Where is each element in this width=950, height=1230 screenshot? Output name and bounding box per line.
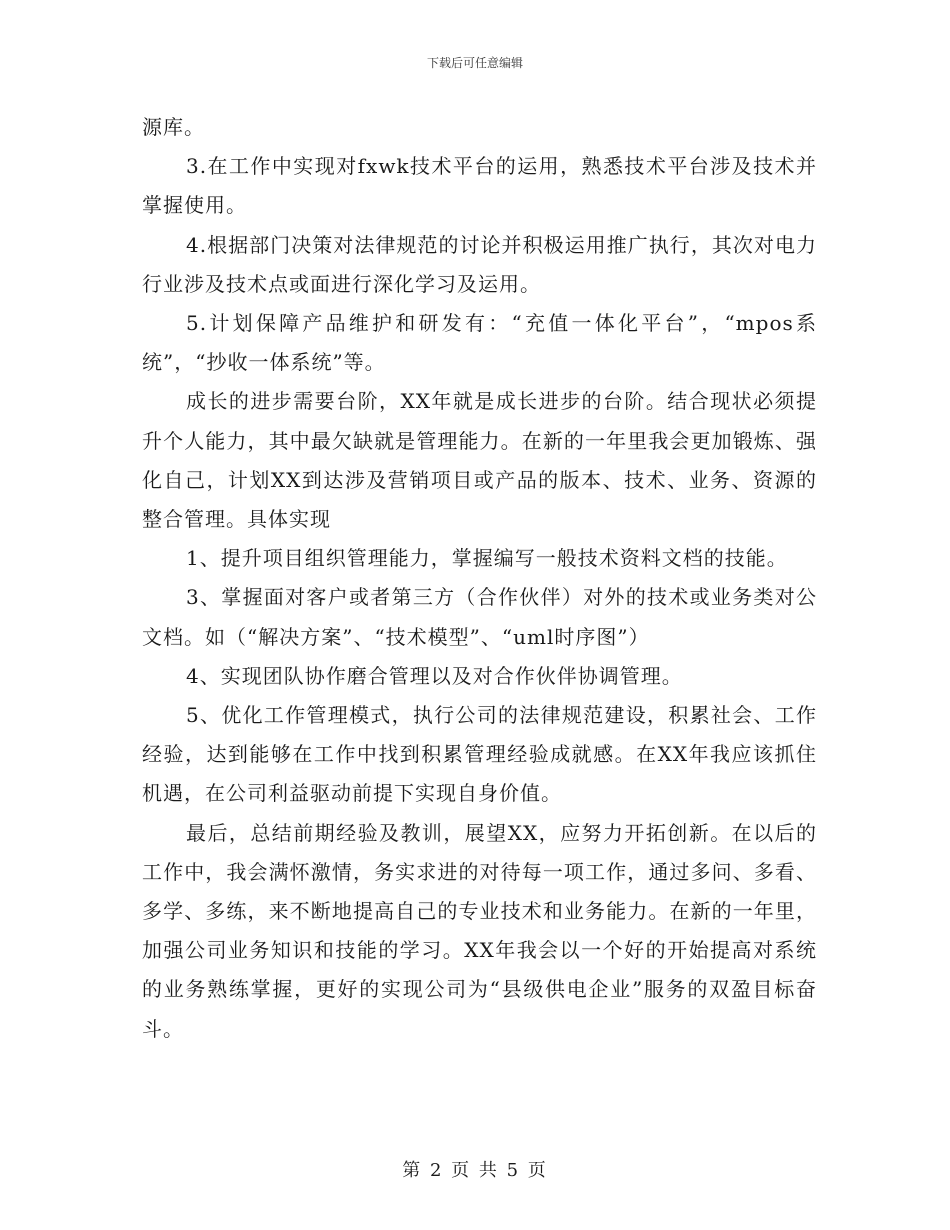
paragraph-item-4: 4.根据部门决策对法律规范的讨论并积极运用推广执行，其次对电力行业涉及技术点或面进行深化学习及运用。 [142, 232, 817, 296]
paragraph-continuation: 源库。 [142, 115, 205, 139]
paragraph-goal-1: 1、提升项目组织管理能力，掌握编写一般技术资料文档的技能。 [186, 546, 788, 571]
paragraph-conclusion: 最后，总结前期经验及教训，展望XX，应努力开拓创新。在以后的工作中，我会满怀激情，务实求进的对待每一项工作，通过多问、多看、多学、多练，来不断地提高自己的专业技术和业务能力。在新的一年里，加强公司业务知识和技能的学习。XX年我会以一个好的开始提高对系统的业务熟练掌握，更好的实现公司为“县级供电企业”服务的双盈目标奋斗。 [142, 820, 817, 1041]
paragraph-goal-4: 4、实现团队协作磨合管理以及对合作伙伴协调管理。 [186, 663, 683, 688]
paragraph-goal-5: 5、优化工作管理模式，执行公司的法律规范建设，积累社会、工作经验，达到能够在工作中找到积累管理经验成就感。在XX年我应该抓住机遇，在公司利益驱动前提下实现自身价值。 [142, 703, 817, 806]
page-footer: 第 2 页 共 5 页 [402, 1160, 548, 1181]
paragraph-goal-3: 3、掌握面对客户或者第三方（合作伙伴）对外的技术或业务类对公文档。如（“解决方案”、“技术模型”、“uml时序图”） [142, 585, 817, 649]
paragraph-item-5: 5.计划保障产品维护和研发有：“充值一体化平台”，“mpos系统”，“抄收一体系统”等。 [142, 311, 817, 375]
paragraph-item-3: 3.在工作中实现对fxwk技术平台的运用，熟悉技术平台涉及技术并掌握使用。 [142, 154, 817, 218]
page-header: 下载后可任意编辑 [426, 56, 523, 70]
paragraph-growth: 成长的进步需要台阶，XX年就是成长进步的台阶。结合现状必须提升个人能力，其中最欠缺就是管理能力。在新的一年里我会更加锻炼、强化自己，计划XX到达涉及营销项目或产品的版本、技术、业务、资源的整合管理。具体实现 [142, 389, 817, 532]
document-body [142, 108, 817, 1049]
